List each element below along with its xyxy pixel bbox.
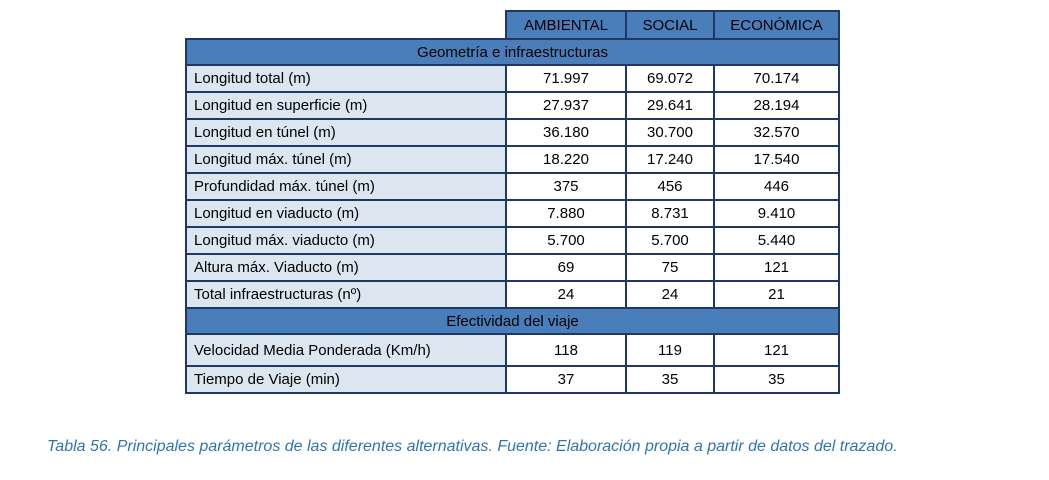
row-label: Profundidad máx. túnel (m) [186, 173, 506, 200]
table-row [186, 92, 839, 119]
column-header-row [186, 11, 839, 39]
value-cell: 24 [626, 281, 714, 308]
value-cell: 119 [626, 334, 714, 366]
table-row [186, 334, 839, 366]
value-cell: 18.220 [506, 146, 626, 173]
value-cell: 121 [714, 254, 839, 281]
value-cell: 71.997 [506, 65, 626, 92]
value-cell: 446 [714, 173, 839, 200]
table-row [186, 146, 839, 173]
blank-corner-cell [186, 11, 506, 39]
table-row [186, 254, 839, 281]
value-cell: 118 [506, 334, 626, 366]
value-cell: 36.180 [506, 119, 626, 146]
row-label: Longitud máx. túnel (m) [186, 146, 506, 173]
value-cell: 5.700 [626, 227, 714, 254]
value-cell: 75 [626, 254, 714, 281]
row-label: Velocidad Media Ponderada (Km/h) [186, 334, 506, 366]
value-cell: 5.700 [506, 227, 626, 254]
table-row [186, 65, 839, 92]
value-cell: 28.194 [714, 92, 839, 119]
section-header-row [186, 39, 839, 65]
value-cell: 29.641 [626, 92, 714, 119]
row-label: Longitud máx. viaducto (m) [186, 227, 506, 254]
column-header-social: SOCIAL [626, 11, 714, 39]
row-label: Tiempo de Viaje (min) [186, 366, 506, 393]
table-row [186, 227, 839, 254]
section-header-geometria: Geometría e infraestructuras [186, 39, 839, 65]
value-cell: 17.540 [714, 146, 839, 173]
value-cell: 30.700 [626, 119, 714, 146]
value-cell: 70.174 [714, 65, 839, 92]
table-row [186, 200, 839, 227]
table-row [186, 281, 839, 308]
row-label: Longitud en viaducto (m) [186, 200, 506, 227]
value-cell: 21 [714, 281, 839, 308]
value-cell: 69 [506, 254, 626, 281]
value-cell: 69.072 [626, 65, 714, 92]
table-caption: Tabla 56. Principales parámetros de las diferentes alternativas. Fuente: Elaboración propia a partir de datos del trazado. [47, 438, 898, 455]
value-cell: 35 [714, 366, 839, 393]
value-cell: 456 [626, 173, 714, 200]
row-label: Longitud en túnel (m) [186, 119, 506, 146]
value-cell: 35 [626, 366, 714, 393]
value-cell: 5.440 [714, 227, 839, 254]
value-cell: 375 [506, 173, 626, 200]
table-row [186, 119, 839, 146]
section-header-row [186, 308, 839, 334]
row-label: Altura máx. Viaducto (m) [186, 254, 506, 281]
value-cell: 9.410 [714, 200, 839, 227]
value-cell: 17.240 [626, 146, 714, 173]
value-cell: 24 [506, 281, 626, 308]
table-row [186, 366, 839, 393]
value-cell: 7.880 [506, 200, 626, 227]
column-header-ambiental: AMBIENTAL [506, 11, 626, 39]
value-cell: 8.731 [626, 200, 714, 227]
value-cell: 37 [506, 366, 626, 393]
row-label: Longitud en superficie (m) [186, 92, 506, 119]
value-cell: 27.937 [506, 92, 626, 119]
row-label: Total infraestructuras (nº) [186, 281, 506, 308]
row-label: Longitud total (m) [186, 65, 506, 92]
parameters-table [185, 10, 840, 394]
value-cell: 121 [714, 334, 839, 366]
section-header-efectividad: Efectividad del viaje [186, 308, 839, 334]
column-header-economica: ECONÓMICA [714, 11, 839, 39]
table-row [186, 173, 839, 200]
value-cell: 32.570 [714, 119, 839, 146]
